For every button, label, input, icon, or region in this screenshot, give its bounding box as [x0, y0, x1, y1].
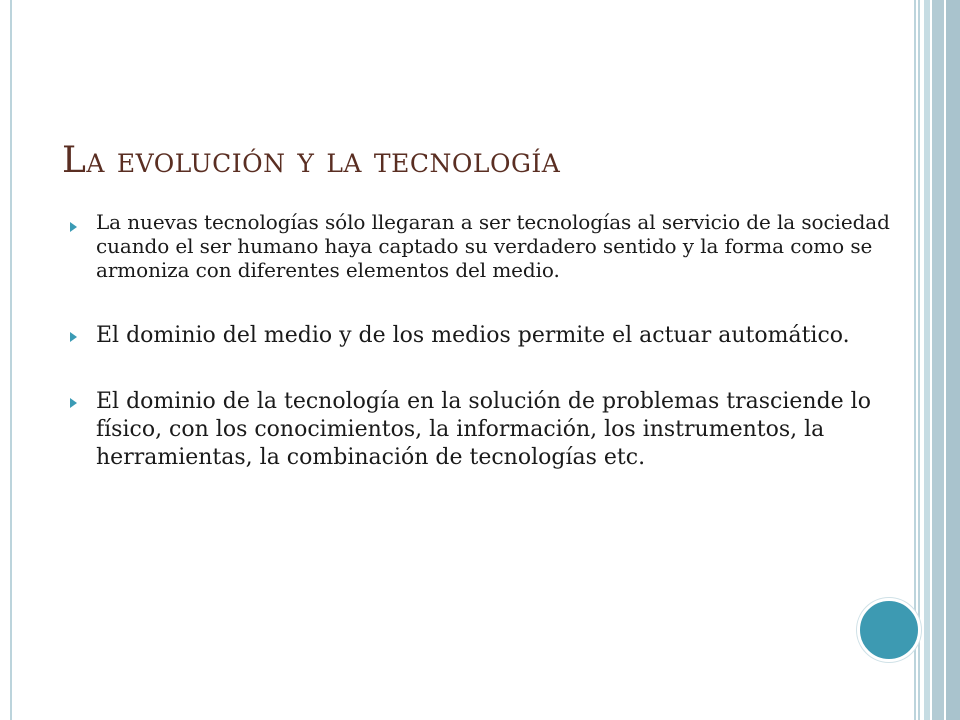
- decorative-stripe: [918, 0, 920, 720]
- triangle-right-icon: [70, 332, 77, 342]
- slide-title: La evolución y la tecnología: [62, 140, 561, 181]
- triangle-right-icon: [70, 398, 77, 408]
- decorative-stripe: [932, 0, 944, 720]
- bullet-text: La nuevas tecnologías sólo llegaran a ser tecnologías al servicio de la sociedad cuando el ser humano haya captado su verdadero sentido y la forma como se armoniza con diferentes elementos del medio.: [96, 210, 890, 282]
- decorative-stripe: [946, 0, 960, 720]
- bullet-text: El dominio de la tecnología en la solución de problemas trasciende lo físico, con los conocimientos, la información, los instrumentos, la herramientas, la combinación de tecnologías etc.: [96, 389, 871, 470]
- bullet-item: [66, 210, 896, 282]
- bullet-text: El dominio del medio y de los medios permite el actuar automático.: [96, 323, 850, 348]
- triangle-right-icon: [70, 222, 77, 232]
- bullet-list: [66, 210, 896, 506]
- bullet-item: [66, 388, 896, 472]
- circle-decoration: [857, 598, 921, 662]
- bullet-item: [66, 322, 896, 350]
